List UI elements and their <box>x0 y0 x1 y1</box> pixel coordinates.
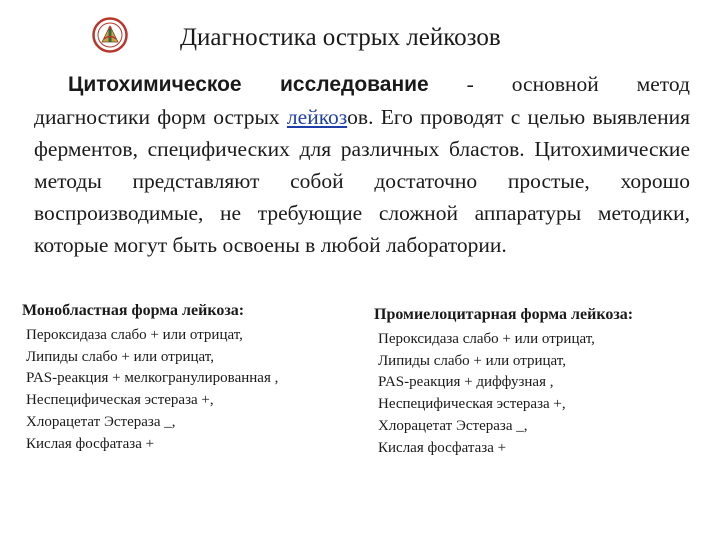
list-item: Кислая фосфатаза + <box>378 439 507 456</box>
intro-text-after-link: ов. Его проводят с целью выявления ферментов, специфических для различных бластов. Цитохимические методы представляют собой достаточно простые, хорошо воспроизводимые, не требующие сложной аппаратуры методики, которые могут быть освоены в любой лаборатории. <box>34 105 690 257</box>
list-item: Пероксидаза слабо + или отрицат, <box>26 326 243 343</box>
list-item: PAS-реакция + диффузная , <box>378 374 554 391</box>
list-item: Хлорацетат Эстераза _, <box>26 413 176 430</box>
list-item: Пероксидаза слабо + или отрицат, <box>378 330 595 347</box>
monoblastic-section <box>22 300 362 456</box>
list-item: Неспецифическая эстераза +, <box>26 392 214 409</box>
university-emblem-icon <box>92 17 128 53</box>
list-item: Липиды слабо + или отрицат, <box>378 352 566 369</box>
monoblastic-heading: Монобластная форма лейкоза: <box>22 302 245 319</box>
intro-paragraph <box>34 68 690 261</box>
monoblastic-list <box>22 325 362 456</box>
list-item: Неспецифическая эстераза +, <box>378 396 566 413</box>
intro-text-before-link: диагностики форм острых <box>34 105 287 129</box>
intro-term: Цитохимическое исследование <box>68 73 429 96</box>
intro-lead-rest: - основной метод <box>428 72 690 96</box>
leukemia-link[interactable]: лейкоз <box>286 105 348 129</box>
list-item: PAS-реакция + мелкогранулированная , <box>26 370 279 387</box>
list-item: Липиды слабо + или отрицат, <box>26 348 214 365</box>
page-title: Диагностика острых лейкозов <box>180 24 501 51</box>
promyelocytic-heading: Промиелоцитарная форма лейкоза: <box>374 306 634 323</box>
promyelocytic-list <box>374 329 704 460</box>
list-item: Хлорацетат Эстераза _, <box>378 417 528 434</box>
list-item: Кислая фосфатаза + <box>26 435 155 452</box>
promyelocytic-section <box>374 304 704 460</box>
intro-first-line <box>34 68 690 101</box>
